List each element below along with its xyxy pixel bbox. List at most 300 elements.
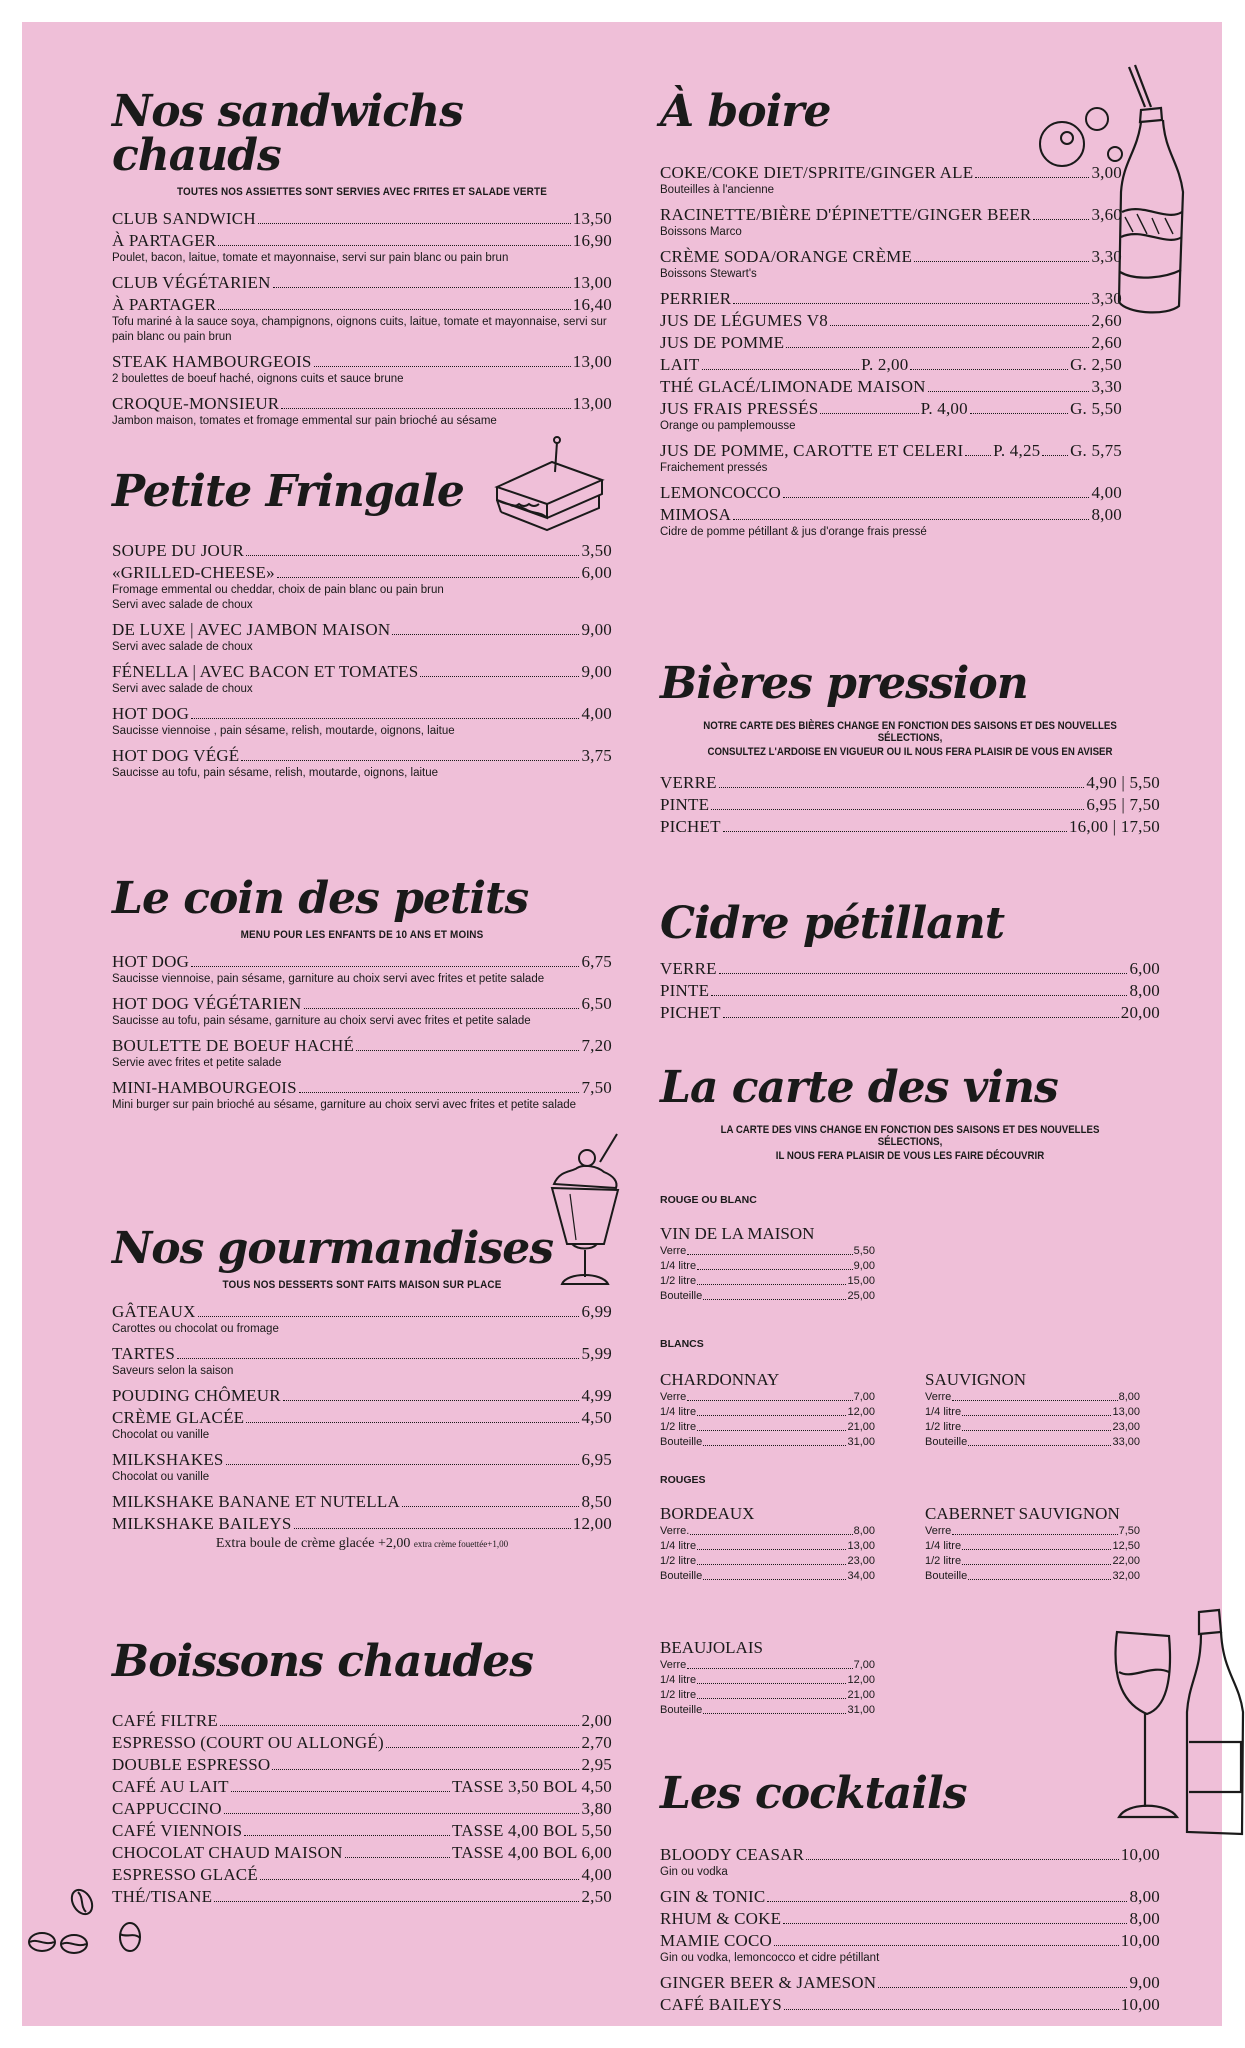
item-row — [660, 1930, 1160, 1951]
item-row — [660, 1994, 1160, 2015]
item-price: 10,00 — [1120, 1995, 1160, 2014]
dot-leader — [719, 973, 1128, 974]
wine-size: 1/2 litre — [660, 1689, 697, 1701]
item-description: 2 boulettes de boeuf haché, oignons cuits et sauce brune — [112, 373, 404, 385]
item-description: Chocolat ou vanille — [112, 1429, 210, 1441]
item-price: 3,30 — [1091, 377, 1122, 396]
dot-leader — [244, 1835, 450, 1836]
item-description: Carottes ou chocolat ou fromage — [112, 1323, 279, 1335]
dot-leader — [697, 1564, 846, 1565]
item-name: STEAK HAMBOURGEOIS — [112, 352, 312, 371]
item-name: PICHET — [660, 817, 721, 836]
item-price: TASSE 4,00 BOL 6,00 — [451, 1843, 612, 1862]
item-price: 4,00 — [581, 704, 612, 723]
section-title: Nos sandwichs chauds — [112, 86, 463, 181]
item-row — [660, 398, 1122, 419]
item-row — [112, 1301, 612, 1322]
wine-row — [925, 1554, 1140, 1569]
item-row — [660, 980, 1160, 1001]
item-name: JUS DE POMME — [660, 333, 785, 352]
item-row — [660, 958, 1160, 979]
section-note: LA CARTE DES VINS CHANGE EN FONCTION DES SAISONS ET DES NOUVELLES SÉLECTIONS, — [720, 1124, 1100, 1148]
item-row — [660, 772, 1160, 793]
wine-price: 21,00 — [847, 1421, 875, 1433]
dot-leader — [1033, 219, 1089, 220]
dot-leader — [392, 634, 579, 635]
item-name: POUDING CHÔMEUR — [112, 1386, 281, 1405]
dot-leader — [774, 1945, 1119, 1946]
wine-price: 21,00 — [847, 1689, 875, 1701]
dot-leader — [231, 1791, 450, 1792]
wine-price: 23,00 — [1112, 1421, 1140, 1433]
dot-leader — [281, 408, 570, 409]
dot-leader — [697, 1683, 846, 1684]
item-row — [112, 1842, 612, 1863]
item-description: Saveurs selon la saison — [112, 1365, 234, 1377]
item-price: 2,60 — [1091, 311, 1122, 330]
item-name: BLOODY CEASAR — [660, 1845, 805, 1864]
wine-name: SAUVIGNON — [925, 1370, 1027, 1389]
item-price: 3,50 — [581, 541, 612, 560]
item-row — [660, 482, 1122, 503]
menu-item — [660, 816, 1160, 837]
item-price: 6,00 — [581, 563, 612, 582]
wine-price: 15,00 — [847, 1275, 875, 1287]
item-row — [660, 288, 1122, 309]
menu-item — [660, 1994, 1160, 2015]
item-price: 16,00 | 17,50 — [1068, 817, 1160, 836]
dot-leader — [272, 1769, 579, 1770]
section-vins — [660, 1062, 1160, 1716]
menu-item — [660, 246, 1122, 282]
wine-size: Verre — [660, 1391, 687, 1403]
menu-item — [660, 482, 1122, 503]
item-name: PERRIER — [660, 289, 732, 308]
item-description: Boissons Marco — [660, 226, 742, 238]
dot-leader — [806, 1859, 1119, 1860]
item-name: MIMOSA — [660, 505, 732, 524]
wine-size: 1/4 litre — [660, 1260, 697, 1272]
wine-chardonnay — [660, 1370, 875, 1450]
item-name: MILKSHAKE BANANE ET NUTELLA — [112, 1492, 400, 1511]
wine-price: 12,00 — [847, 1406, 875, 1418]
item-price: 16,40 — [572, 295, 612, 314]
item-row — [112, 661, 612, 682]
menu-item — [660, 1908, 1160, 1929]
menu-item — [112, 393, 612, 429]
menu-item — [112, 1864, 612, 1885]
menu-page — [22, 22, 1222, 2026]
menu-item — [660, 794, 1160, 815]
item-row — [112, 208, 612, 229]
item-name: MILKSHAKE BAILEYS — [112, 1514, 292, 1533]
wine-bordeaux — [660, 1504, 875, 1584]
section-note: NOTRE CARTE DES BIÈRES CHANGE EN FONCTION DES SAISONS ET DES NOUVELLES SÉLECTIONS, — [703, 720, 1117, 744]
item-row — [660, 1002, 1160, 1023]
wine-row — [925, 1420, 1140, 1435]
wine-row — [660, 1244, 875, 1259]
item-price: 8,00 — [1129, 981, 1160, 1000]
item-description: Saucisse au tofu, pain sésame, garniture au choix servi avec frites et petite salade — [112, 1015, 531, 1027]
item-description: Bouteilles à l'ancienne — [660, 184, 775, 196]
wine-cabernet — [925, 1504, 1140, 1584]
item-price: 2,50 — [581, 1887, 612, 1906]
item-name: CROQUE-MONSIEUR — [112, 394, 280, 413]
coffee-beans-icon — [22, 1882, 142, 1962]
item-price: 12,00 — [572, 1514, 612, 1533]
dot-leader — [304, 1008, 580, 1009]
section-cocktails — [660, 1768, 1160, 2016]
wine-price: 34,00 — [847, 1570, 875, 1582]
wine-name: BEAUJOLAIS — [660, 1638, 763, 1657]
menu-item — [112, 1776, 612, 1797]
dot-leader — [697, 1415, 846, 1416]
dot-leader — [687, 1668, 852, 1669]
dot-leader — [719, 787, 1085, 788]
wine-size: Bouteille — [925, 1570, 968, 1582]
menu-item — [660, 1844, 1160, 1880]
item-row — [660, 1908, 1160, 1929]
menu-item — [112, 1491, 612, 1512]
dot-leader — [968, 1445, 1111, 1446]
wine-row — [660, 1259, 875, 1274]
item-description: Servie avec frites et petite salade — [112, 1057, 282, 1069]
item-row — [660, 440, 1122, 461]
item-row — [660, 332, 1122, 353]
item-row — [112, 703, 612, 724]
milkshake-icon — [542, 1132, 632, 1302]
dot-leader — [962, 1549, 1111, 1550]
item-price: 7,50 — [581, 1078, 612, 1097]
dot-leader — [910, 369, 1068, 370]
dot-leader — [283, 1400, 580, 1401]
dot-leader — [687, 1254, 852, 1255]
item-row — [112, 562, 612, 583]
wine-size: 1/2 litre — [660, 1275, 697, 1287]
item-name: PINTE — [660, 981, 710, 1000]
dot-leader — [697, 1269, 853, 1270]
item-row — [660, 354, 1122, 375]
item-price: 6,95 | 7,50 — [1086, 795, 1160, 814]
wine-size: Bouteille — [660, 1436, 703, 1448]
section-title: À boire — [660, 86, 831, 137]
dot-leader — [697, 1549, 846, 1550]
item-price: 10,00 — [1120, 1845, 1160, 1864]
wine-price: 7,00 — [853, 1659, 875, 1671]
item-description: Boissons Stewart's — [660, 268, 757, 280]
section-title: Bières pression — [660, 658, 1028, 709]
item-row — [660, 1844, 1160, 1865]
dot-leader — [962, 1564, 1111, 1565]
item-name: HOT DOG — [112, 952, 190, 971]
wine-row — [660, 1554, 875, 1569]
wine-size: 1/2 litre — [660, 1421, 697, 1433]
menu-item — [660, 980, 1160, 1001]
item-row — [112, 1754, 612, 1775]
item-name: ESPRESSO GLACÉ — [112, 1865, 258, 1884]
item-row — [112, 294, 612, 315]
item-price-large: G. 5,75 — [1070, 441, 1123, 460]
wine-beaujolais — [660, 1638, 875, 1718]
wine-row — [925, 1539, 1140, 1554]
menu-item — [112, 1820, 612, 1841]
menu-item — [660, 1002, 1160, 1023]
item-name: GIN & TONIC — [660, 1887, 766, 1906]
dot-leader — [697, 1284, 846, 1285]
dot-leader — [830, 325, 1090, 326]
item-name: THÉ/TISANE — [112, 1887, 213, 1906]
menu-item — [112, 661, 612, 697]
item-price: 3,30 — [1091, 289, 1122, 308]
menu-item — [112, 230, 612, 266]
menu-item — [660, 1930, 1160, 1966]
wine-row — [660, 1524, 875, 1539]
item-row — [112, 1798, 612, 1819]
item-price: 5,99 — [581, 1344, 612, 1363]
item-name: À PARTAGER — [112, 295, 217, 314]
section-bieres — [660, 658, 1160, 838]
menu-item — [112, 745, 612, 781]
wine-row — [660, 1274, 875, 1289]
dot-leader — [968, 1579, 1111, 1580]
item-row — [112, 1035, 612, 1056]
item-row — [112, 1710, 612, 1731]
menu-item — [660, 398, 1122, 434]
item-row — [660, 504, 1122, 525]
item-name: LEMONCOCCO — [660, 483, 782, 502]
wine-size: Bouteille — [660, 1290, 703, 1302]
dot-leader — [220, 1725, 579, 1726]
dot-leader — [733, 519, 1089, 520]
item-name: HOT DOG VÉGÉ — [112, 746, 240, 765]
section-title: Le coin des petits — [112, 873, 529, 924]
wine-price: 5,50 — [853, 1245, 875, 1257]
item-price: 16,90 — [572, 231, 612, 250]
item-price: 4,00 — [1091, 483, 1122, 502]
wine-row — [660, 1539, 875, 1554]
item-name: THÉ GLACÉ/LIMONADE MAISON — [660, 377, 926, 396]
item-row — [112, 1343, 612, 1364]
item-row — [660, 794, 1160, 815]
dot-leader — [703, 1579, 846, 1580]
label-blancs: BLANCS — [660, 1338, 704, 1350]
item-row — [112, 272, 612, 293]
dot-leader — [687, 1400, 852, 1401]
dot-leader — [767, 1901, 1127, 1902]
item-name: GÂTEAUX — [112, 1302, 196, 1321]
item-name: CLUB SANDWICH — [112, 209, 256, 228]
item-row — [660, 816, 1160, 837]
section-cidre — [660, 898, 1160, 1024]
dot-leader — [1042, 455, 1068, 456]
wine-price: 8,00 — [853, 1525, 875, 1537]
menu-item — [112, 1343, 612, 1379]
item-name: CLUB VÉGÉTARIEN — [112, 273, 271, 292]
section-note: TOUS NOS DESSERTS SONT FAITS MAISON SUR PLACE — [222, 1279, 502, 1291]
item-price: 8,50 — [581, 1492, 612, 1511]
item-name: PINTE — [660, 795, 710, 814]
wine-row — [925, 1435, 1140, 1450]
menu-item — [112, 1407, 612, 1443]
dot-leader — [914, 261, 1089, 262]
dot-leader — [723, 831, 1067, 832]
wine-size: Verre — [925, 1525, 952, 1537]
item-row — [660, 376, 1122, 397]
item-description: Servi avec salade de choux — [112, 683, 253, 695]
dot-leader — [703, 1713, 846, 1714]
item-price-small: P. 2,00 — [861, 355, 909, 374]
wine-row — [660, 1420, 875, 1435]
item-price-small: P. 4,25 — [993, 441, 1041, 460]
item-name: MINI-HAMBOURGEOIS — [112, 1078, 297, 1097]
dot-leader — [711, 995, 1127, 996]
item-row — [112, 1732, 612, 1753]
wine-size: Verre — [660, 1659, 687, 1671]
item-name: CRÈME SODA/ORANGE CRÈME — [660, 247, 913, 266]
wine-maison — [660, 1224, 875, 1304]
item-row — [112, 1491, 612, 1512]
item-price: 6,99 — [581, 1302, 612, 1321]
menu-item — [112, 1077, 612, 1113]
item-row — [112, 951, 612, 972]
menu-item — [660, 958, 1160, 979]
item-row — [660, 1972, 1160, 1993]
menu-item — [660, 772, 1160, 793]
wine-size: Bouteille — [660, 1704, 703, 1716]
item-price: 9,00 — [1129, 1973, 1160, 1992]
item-name: RACINETTE/BIÈRE D'ÉPINETTE/GINGER BEER — [660, 205, 1032, 224]
dot-leader — [386, 1747, 580, 1748]
wine-price: 32,00 — [1112, 1570, 1140, 1582]
wine-price: 7,50 — [1118, 1525, 1140, 1537]
wine-size: 1/4 litre — [925, 1540, 962, 1552]
item-row — [112, 540, 612, 561]
menu-item — [112, 1842, 612, 1863]
item-price: 7,20 — [581, 1036, 612, 1055]
item-price: 13,00 — [572, 273, 612, 292]
item-price: 8,00 — [1129, 1887, 1160, 1906]
wine-size: 1/4 litre — [660, 1674, 697, 1686]
wine-name: CABERNET SAUVIGNON — [925, 1504, 1120, 1523]
item-price: 3,30 — [1091, 247, 1122, 266]
dot-leader — [703, 1445, 846, 1446]
item-row — [112, 1864, 612, 1885]
section-note: CONSULTEZ L'ARDOISE EN VIGUEUR OU IL NOUS FERA PLAISIR DE VOUS EN AVISER — [707, 746, 1113, 758]
item-name: «GRILLED-CHEESE» — [112, 563, 275, 582]
item-name: VERRE — [660, 773, 717, 792]
wine-size: 1/2 litre — [925, 1555, 962, 1567]
dot-leader — [314, 366, 571, 367]
extra-ice-cream: Extra boule de crème glacée +2,00 — [215, 1536, 411, 1551]
wine-sauvignon — [925, 1370, 1140, 1450]
item-name: PICHET — [660, 1003, 721, 1022]
dot-leader — [784, 2009, 1119, 2010]
dot-leader — [952, 1400, 1117, 1401]
wine-size: 1/4 litre — [925, 1406, 962, 1418]
wine-row — [925, 1390, 1140, 1405]
wine-price: 23,00 — [847, 1555, 875, 1567]
menu-item — [660, 354, 1122, 375]
dot-leader — [420, 676, 579, 677]
item-description: Mini burger sur pain brioché au sésame, garniture au choix servi avec frites et petite salade — [112, 1099, 577, 1111]
wine-row — [660, 1658, 875, 1673]
item-price: 8,00 — [1129, 1909, 1160, 1928]
wine-bottle-glass-icon — [1107, 1602, 1245, 1842]
item-name: MILKSHAKES — [112, 1450, 224, 1469]
item-price: 2,70 — [581, 1733, 612, 1752]
item-price: 10,00 — [1120, 1931, 1160, 1950]
menu-item — [112, 1449, 612, 1485]
section-title: La carte des vins — [660, 1062, 1058, 1113]
extra-whipped-cream: extra crème fouettée+1,00 — [413, 1539, 509, 1549]
item-name: ESPRESSO (COURT OU ALLONGÉ) — [112, 1733, 384, 1752]
item-price: 13,00 — [572, 352, 612, 371]
dot-leader — [702, 369, 860, 370]
dot-leader — [273, 287, 571, 288]
item-price: 3,00 — [1091, 163, 1122, 182]
item-row — [112, 1407, 612, 1428]
item-name: COKE/COKE DIET/SPRITE/GINGER ALE — [660, 163, 974, 182]
wine-name: VIN DE LA MAISON — [660, 1224, 815, 1243]
dot-leader — [214, 1901, 579, 1902]
dot-leader — [345, 1857, 450, 1858]
dot-leader — [218, 245, 570, 246]
item-row — [112, 993, 612, 1014]
item-row — [112, 1776, 612, 1797]
section-title: Les cocktails — [660, 1768, 967, 1819]
dot-leader — [786, 347, 1089, 348]
dot-leader — [733, 303, 1089, 304]
section-petits — [112, 873, 612, 1119]
item-name: GINGER BEER & JAMESON — [660, 1973, 877, 1992]
dot-leader — [260, 1879, 580, 1880]
dot-leader — [723, 1017, 1119, 1018]
wine-size: 1/4 litre — [660, 1540, 697, 1552]
item-name: LAIT — [660, 355, 700, 374]
item-price: TASSE 4,00 BOL 5,50 — [451, 1821, 612, 1840]
item-price: 6,00 — [1129, 959, 1160, 978]
item-description: Saucisse viennoise, pain sésame, garniture au choix servi avec frites et petite salade — [112, 973, 545, 985]
item-name: CRÈME GLACÉE — [112, 1408, 245, 1427]
item-row — [660, 246, 1122, 267]
dot-leader — [224, 1813, 580, 1814]
menu-item — [660, 1972, 1160, 1993]
wine-size: Verre. — [660, 1525, 690, 1537]
dot-leader — [299, 1092, 580, 1093]
dot-leader — [928, 391, 1090, 392]
item-row — [112, 1513, 612, 1534]
item-row — [112, 1820, 612, 1841]
dot-leader — [402, 1506, 580, 1507]
menu-item — [112, 294, 612, 345]
item-name: DOUBLE ESPRESSO — [112, 1755, 271, 1774]
item-row — [112, 393, 612, 414]
item-price-large: G. 5,50 — [1070, 399, 1122, 418]
wine-price: 13,00 — [847, 1540, 875, 1552]
wine-row — [660, 1688, 875, 1703]
item-name: JUS DE LÉGUMES V8 — [660, 311, 828, 330]
item-price: 20,00 — [1120, 1003, 1160, 1022]
wine-price: 12,50 — [1112, 1540, 1140, 1552]
dot-leader — [246, 1422, 579, 1423]
menu-item — [112, 1798, 612, 1819]
dot-leader — [690, 1534, 852, 1535]
item-row — [112, 619, 612, 640]
item-row — [112, 1385, 612, 1406]
item-description: Servi avec salade de choux — [112, 641, 253, 653]
item-name: SOUPE DU JOUR — [112, 541, 245, 560]
wine-price: 9,00 — [853, 1260, 875, 1272]
